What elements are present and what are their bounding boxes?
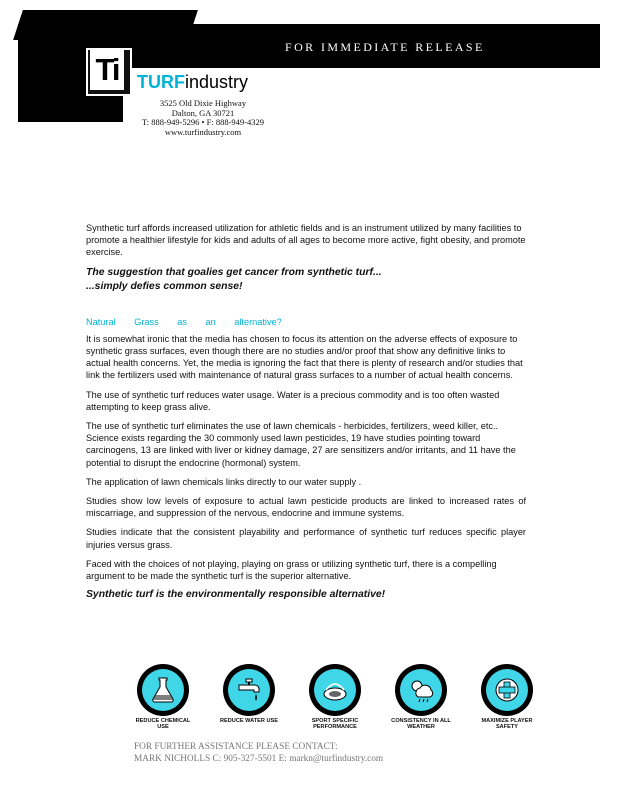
benefit-weather bbox=[388, 664, 454, 731]
company-address bbox=[128, 99, 278, 137]
benefit-safety bbox=[474, 664, 540, 731]
press-release-body bbox=[86, 222, 526, 608]
logo-mark: Ti bbox=[90, 50, 124, 90]
benefit-performance-badge-inner bbox=[314, 669, 356, 711]
address-website[interactable]: www.turfindustry.com bbox=[164, 126, 242, 137]
benefit-water bbox=[216, 664, 282, 724]
benefit-safety-badge bbox=[481, 664, 533, 716]
contact-block bbox=[134, 741, 383, 765]
benefit-water-label: REDUCE WATER USE bbox=[219, 718, 278, 724]
release-banner-text: FOR IMMEDIATE RELEASE bbox=[285, 40, 485, 54]
paragraph-lawn-chemicals: The use of synthetic turf eliminates the use of lawn chemicals - herbicides, fertilizers, weed killer, etc.. Science exists regarding the 30 commonly used lawn pesticides, 19 have studies pointing toward carcinogens, 13 are linked with liver or kidney damage, 27 are sensitizers and/or irritants, and 11 have the potential to disrupt the endocrine (hormonal) system. bbox=[86, 421, 516, 468]
contact-details: MARK NICHOLLS C: 905-327-5501 E: markn@turfindustry.com bbox=[134, 754, 384, 764]
stadium-icon bbox=[320, 675, 350, 705]
header-banner-corner bbox=[13, 10, 198, 40]
paragraph-player-injuries: Studies indicate that the consistent playability and performance of synthetic turf reduces specific player injuries versus grass. bbox=[86, 527, 526, 550]
benefit-icons-row bbox=[134, 664, 534, 734]
benefit-chemical bbox=[130, 664, 196, 731]
benefit-chemical-badge-inner bbox=[142, 669, 184, 711]
brand-industry: industry bbox=[185, 72, 249, 92]
benefit-performance-badge bbox=[309, 664, 361, 716]
flask-icon bbox=[148, 675, 178, 705]
brand-wordmark bbox=[137, 72, 248, 93]
benefit-chemical-badge bbox=[137, 664, 189, 716]
address-street: 3525 Old Dixie Highway bbox=[159, 98, 247, 108]
intro-paragraph: Synthetic turf affords increased utilization for athletic fields and is an instrument utilized by many facilities to promote a healthier lifestyle for kids and adults of all ages to become more active, fight obesity, and promote exercise. bbox=[86, 223, 526, 258]
address-city: Dalton, GA 30721 bbox=[171, 107, 235, 118]
section-subhead: Natural Grass as an alternative? bbox=[86, 316, 282, 327]
benefit-performance-label: SPORT SPECIFIC PERFORMANCE bbox=[311, 718, 359, 731]
paragraph-superior-alternative: Faced with the choices of not playing, playing on grass or utilizing synthetic turf, there is a compelling argument to be made the synthetic turf is the superior alternative. bbox=[86, 558, 497, 582]
pull-quote-line-2: ...simply defies common sense! bbox=[86, 280, 243, 292]
pull-quote bbox=[86, 266, 526, 294]
benefit-performance bbox=[302, 664, 368, 731]
paragraph-media-irony: It is somewhat ironic that the media has chosen to focus its attention on the adverse effects of exposure to synthetic grass surfaces, even though there are no studies and/or proof that show any definitive links to actual health concerns. Yet, the media is ignoring the fact that there is plenty of research and/or studies that link the fertilizers used with maintenance of natural grass surfaces to a number of actual health concerns. bbox=[86, 333, 523, 381]
brand-turf: TURF bbox=[137, 72, 185, 92]
paragraph-exposure-studies: Studies show low levels of exposure to actual lawn pesticide products are linked to increased rates of miscarriage, and suppression of the nervous, endocrine and immune systems. bbox=[86, 496, 526, 519]
benefit-safety-label: MAXIMIZE PLAYER SAFETY bbox=[481, 718, 533, 731]
benefit-water-badge-inner bbox=[228, 669, 270, 711]
contact-heading: FOR FURTHER ASSISTANCE PLEASE CONTACT: bbox=[134, 742, 338, 752]
benefit-weather-badge-inner bbox=[400, 669, 442, 711]
benefit-weather-badge bbox=[395, 664, 447, 716]
benefit-weather-label: CONSISTENCY IN ALL WEATHER bbox=[391, 718, 451, 731]
benefit-safety-badge-inner bbox=[486, 669, 528, 711]
faucet-icon bbox=[234, 675, 264, 705]
medical-cross-icon bbox=[492, 675, 522, 705]
weather-icon bbox=[406, 675, 436, 705]
pull-quote-line-1: The suggestion that goalies get cancer from synthetic turf... bbox=[86, 266, 382, 278]
closing-statement: Synthetic turf is the environmentally responsible alternative! bbox=[86, 589, 386, 601]
paragraph-water-usage: The use of synthetic turf reduces water usage. Water is a precious commodity and is too often wasted attempting to keep grass alive. bbox=[86, 389, 500, 412]
paragraph-water-supply: The application of lawn chemicals links directly to our water supply . bbox=[86, 476, 362, 487]
benefit-water-badge bbox=[223, 664, 275, 716]
address-phone: T: 888-949-5296 • F: 888-949-4329 bbox=[141, 117, 265, 127]
benefit-chemical-label: REDUCE CHEMICAL USE bbox=[135, 718, 191, 731]
